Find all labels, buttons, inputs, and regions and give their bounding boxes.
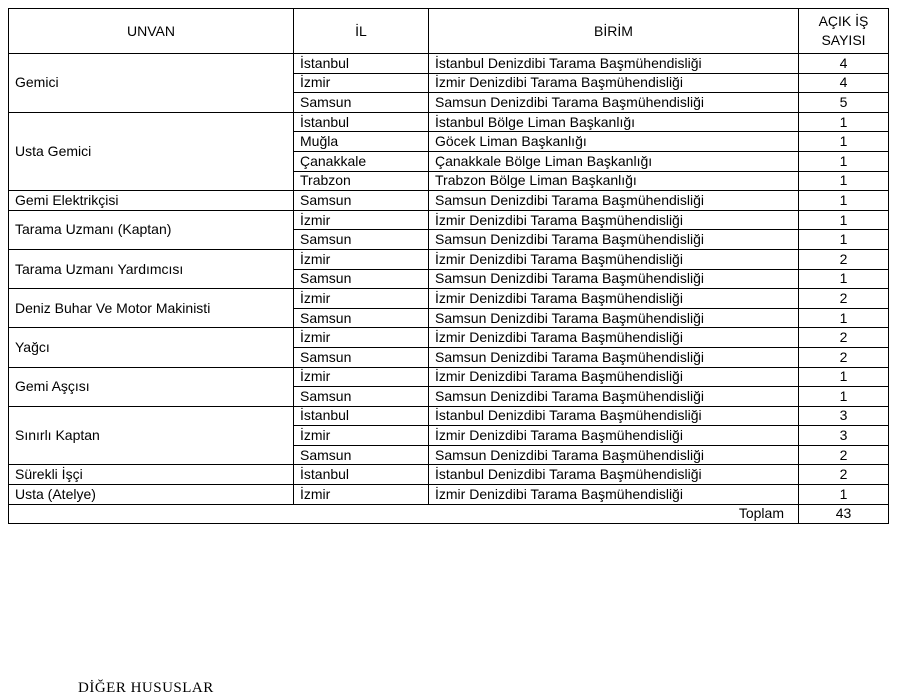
birim-cell: Samsun Denizdibi Tarama Başmühendisliği [429,445,799,465]
birim-cell: İzmir Denizdibi Tarama Başmühendisliği [429,249,799,269]
il-cell: İstanbul [294,54,429,74]
count-cell: 1 [799,269,889,289]
header-unvan: UNVAN [9,9,294,54]
unvan-cell [9,289,294,328]
unvan-label: Gemi Elektrikçisi [15,191,119,208]
birim-cell: İzmir Denizdibi Tarama Başmühendisliği [429,289,799,309]
count-cell: 2 [799,465,889,485]
table-row [9,465,889,485]
unvan-label: Gemici [15,74,59,91]
unvan-label: Yağcı [15,338,50,355]
il-cell: Çanakkale [294,151,429,171]
count-cell: 1 [799,151,889,171]
header-birim: BİRİM [429,9,799,54]
birim-cell: Samsun Denizdibi Tarama Başmühendisliği [429,347,799,367]
table-row [9,328,889,348]
count-cell: 2 [799,445,889,465]
birim-cell: İzmir Denizdibi Tarama Başmühendisliği [429,210,799,230]
unvan-cell: Usta (Atelye) [9,485,294,505]
count-cell: 1 [799,308,889,328]
unvan-cell [9,191,294,211]
count-cell: 2 [799,328,889,348]
il-cell: İzmir [294,73,429,93]
birim-cell: Samsun Denizdibi Tarama Başmühendisliği [429,191,799,211]
header-row [9,9,889,54]
unvan-label: Tarama Uzmanı Yardımcısı [15,260,184,277]
il-cell: Samsun [294,445,429,465]
il-cell: Muğla [294,132,429,152]
il-cell: İzmir [294,249,429,269]
birim-cell: İstanbul Bölge Liman Başkanlığı [429,112,799,132]
unvan-label: Usta Gemici [15,142,92,159]
birim-cell: İzmir Denizdibi Tarama Başmühendisliği [429,426,799,446]
birim-cell: Trabzon Bölge Liman Başkanlığı [429,171,799,191]
unvan-cell [9,367,294,406]
il-cell: İzmir [294,210,429,230]
il-cell: Samsun [294,347,429,367]
count-cell: 2 [799,347,889,367]
count-cell: 1 [799,367,889,387]
unvan-label: Tarama Uzmanı (Kaptan) [15,221,172,238]
unvan-cell: Sürekli İşçi [9,465,294,485]
il-cell: Samsun [294,308,429,328]
header-il: İL [294,9,429,54]
table-row [9,210,889,230]
birim-cell: İstanbul Denizdibi Tarama Başmühendisliği [429,54,799,74]
birim-cell: Çanakkale Bölge Liman Başkanlığı [429,151,799,171]
count-cell: 2 [799,249,889,269]
unvan-cell [9,328,294,367]
section-heading-diger-hususlar: DİĞER HUSUSLAR [78,680,214,696]
table-row [9,249,889,269]
il-cell: Samsun [294,387,429,407]
unvan-label: Gemi Aşçısı [15,378,90,395]
count-cell: 4 [799,54,889,74]
count-cell: 1 [799,171,889,191]
count-cell: 4 [799,73,889,93]
table-row [9,485,889,505]
birim-cell: İzmir Denizdibi Tarama Başmühendisliği [429,73,799,93]
birim-cell: İstanbul Denizdibi Tarama Başmühendisliği [429,406,799,426]
table-row [9,367,889,387]
table-body [9,54,889,505]
unvan-label: Sınırlı Kaptan [15,427,100,444]
il-cell: İstanbul [294,112,429,132]
il-cell: İzmir [294,485,429,505]
unvan-label: Deniz Buhar Ve Motor Makinisti [15,299,211,316]
birim-cell: Samsun Denizdibi Tarama Başmühendisliği [429,269,799,289]
il-cell: Samsun [294,269,429,289]
table-row [9,191,889,211]
il-cell: İstanbul [294,465,429,485]
il-cell: Trabzon [294,171,429,191]
table-row [9,289,889,309]
birim-cell: İstanbul Denizdibi Tarama Başmühendisliği [429,465,799,485]
unvan-cell [9,54,294,113]
count-cell: 1 [799,387,889,407]
count-cell: 5 [799,93,889,113]
il-cell: İzmir [294,367,429,387]
count-cell: 1 [799,191,889,211]
table-row [9,406,889,426]
il-cell: Samsun [294,191,429,211]
header-acik-line2: SAYISI [821,32,866,48]
count-cell: 2 [799,289,889,309]
count-cell: 1 [799,132,889,152]
header-acik-is-sayisi [799,9,889,54]
birim-cell: Samsun Denizdibi Tarama Başmühendisliği [429,308,799,328]
birim-cell: Samsun Denizdibi Tarama Başmühendisliği [429,387,799,407]
job-openings-table [8,8,889,524]
count-cell: 1 [799,485,889,505]
birim-cell: Göcek Liman Başkanlığı [429,132,799,152]
count-cell: 1 [799,112,889,132]
table-row [9,54,889,74]
birim-cell: Samsun Denizdibi Tarama Başmühendisliği [429,230,799,250]
il-cell: İzmir [294,426,429,446]
il-cell: Samsun [294,93,429,113]
count-cell: 3 [799,406,889,426]
count-cell: 3 [799,426,889,446]
table-row [9,112,889,132]
il-cell: İzmir [294,328,429,348]
unvan-cell [9,112,294,190]
count-cell: 1 [799,210,889,230]
il-cell: İzmir [294,289,429,309]
total-row [9,504,889,524]
unvan-cell [9,249,294,288]
unvan-cell [9,210,294,249]
total-label: Toplam [9,504,799,524]
unvan-cell [9,406,294,465]
header-acik-line1: AÇIK İŞ [818,13,869,29]
birim-cell: İzmir Denizdibi Tarama Başmühendisliği [429,367,799,387]
birim-cell: İzmir Denizdibi Tarama Başmühendisliği [429,485,799,505]
il-cell: İstanbul [294,406,429,426]
total-value: 43 [799,504,889,524]
birim-cell: Samsun Denizdibi Tarama Başmühendisliği [429,93,799,113]
count-cell: 1 [799,230,889,250]
birim-cell: İzmir Denizdibi Tarama Başmühendisliği [429,328,799,348]
il-cell: Samsun [294,230,429,250]
